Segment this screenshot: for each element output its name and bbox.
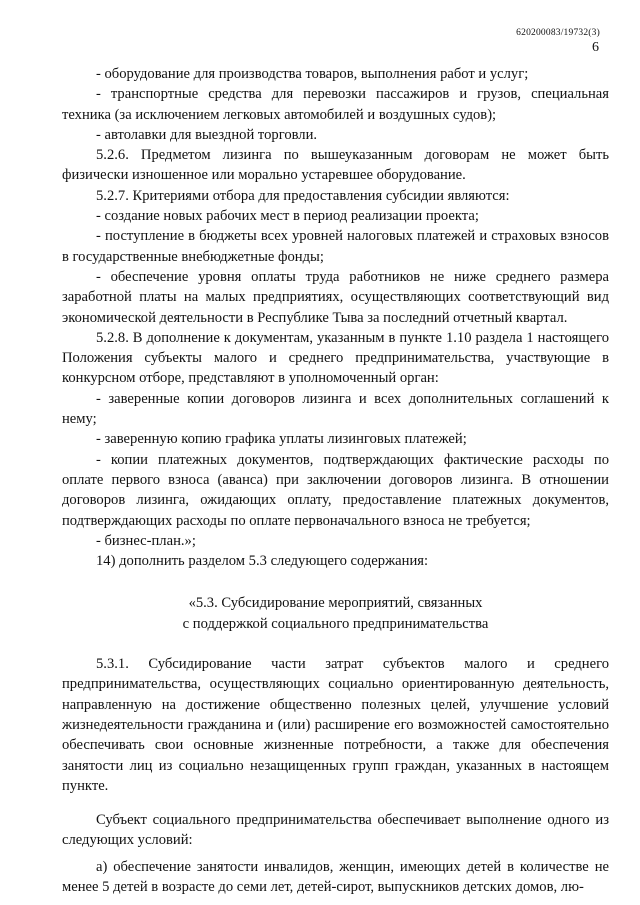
paragraph: Субъект социального предпринимательства обеспечивает выполнение одного из следующих условий:: [62, 812, 609, 849]
list-item: - поступление в бюджеты всех уровней налоговых платежей и страховых взносов в государственные внебюджетные фонды;: [62, 228, 609, 265]
list-item: - автолавки для выездной торговли.: [96, 126, 318, 143]
amendment-item-14: 14) дополнить разделом 5.3 следующего содержания:: [96, 553, 429, 570]
section-heading-line: «5.3. Субсидирование мероприятий, связанных: [188, 595, 483, 612]
list-item: - заверенные копии договоров лизинга и всех дополнительных соглашений к нему;: [62, 390, 609, 428]
list-item: - транспортные средства для перевозки пассажиров и грузов, специальная техника (за исключением легковых автомобилей и воздушных судов);: [62, 86, 609, 123]
section-heading: [62, 593, 609, 634]
clause-5-2-7: 5.2.7. Критериями отбора для предоставления субсидии являются:: [96, 187, 510, 204]
list-item: - обеспечение уровня оплаты труда работников не ниже среднего размера заработной платы на малых предприятиях, осуществляющих соответствующий вид экономической деятельности в Республике Тыва за последний отчетный квартал.: [62, 268, 609, 326]
section-heading-line: с поддержкой социального предпринимательства: [182, 615, 489, 632]
clause-5-2-8: 5.2.8. В дополнение к документам, указанным в пункте 1.10 раздела 1 настоящего Положения субъекты малого и среднего предпринимательства, участвующие в конкурсном отборе, представляют в уполномоченный орган:: [62, 329, 609, 387]
clause-5-3-1: 5.3.1. Субсидирование части затрат субъектов малого и среднего предпринимательства, осуществляющих социально ориентированную деятельность, направленную на достижение общественно полезных целей, улучшение условий жизнедеятельности гражданина и (или) расширение его возможностей самостоятельно обеспечивать свои основные жизненные потребности, а также для обеспечения занятости лиц из социально незащищенных групп граждан, указанных в настоящем пункте.: [62, 656, 609, 794]
page-number: 6: [592, 40, 599, 55]
document-id: 620200083/19732(3): [516, 28, 600, 38]
list-item: - заверенную копию графика уплаты лизинговых платежей;: [96, 431, 467, 448]
list-item: - оборудование для производства товаров, выполнения работ и услуг;: [96, 66, 529, 82]
clause-5-2-6: 5.2.6. Предметом лизинга по вышеуказанным договорам не может быть физически изношенное или морально устаревшее оборудование.: [62, 147, 609, 184]
list-item: - копии платежных документов, подтверждающих фактические расходы по оплате первого взноса (аванса) при заключении договоров лизинга. В отношении договоров лизинга, ожидающих оплату, предоставление платежных документов, подтверждающих расходы по оплате первоначального взноса не требуется;: [62, 451, 609, 529]
list-item: - создание новых рабочих мест в период реализации проекта;: [96, 208, 479, 225]
list-item: - бизнес-план.»;: [96, 532, 196, 549]
document-body: [62, 64, 609, 897]
list-item: а) обеспечение занятости инвалидов, женщин, имеющих детей в количестве не менее 5 детей в возрасте до семи лет, детей-сирот, выпускников детских домов, лю-: [62, 858, 609, 895]
